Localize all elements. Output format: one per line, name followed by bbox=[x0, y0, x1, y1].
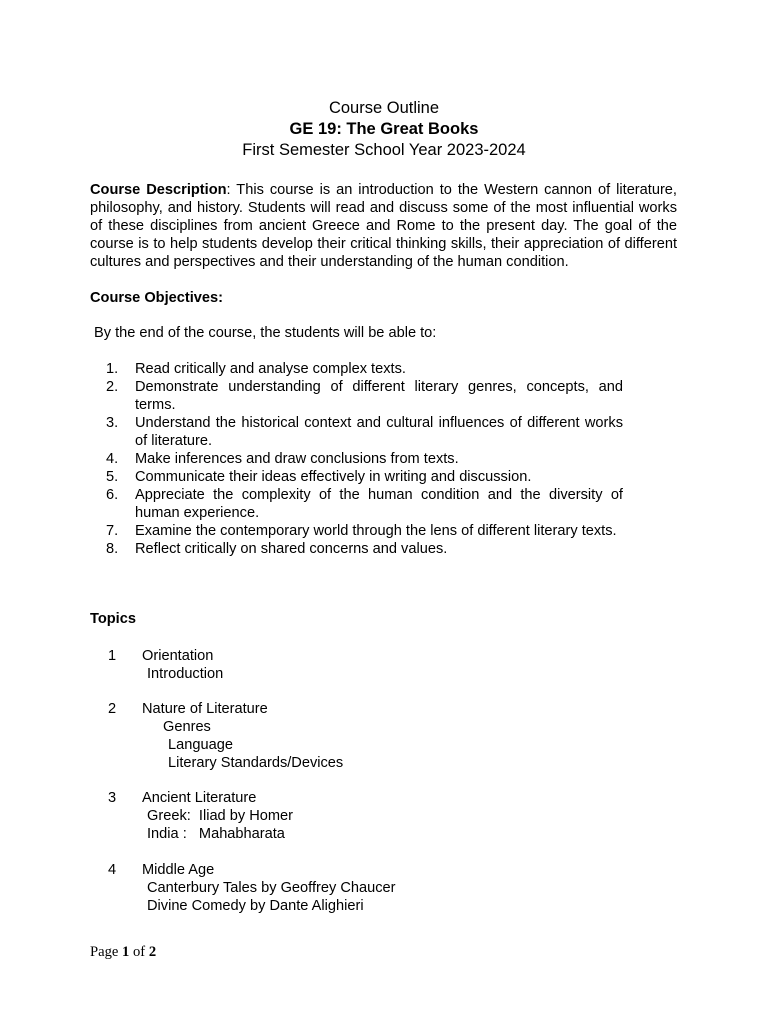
of-word: of bbox=[132, 944, 146, 960]
current-page-number: 1 bbox=[122, 944, 130, 960]
topic-subitem: Literary Standards/Devices bbox=[168, 755, 344, 771]
objectives-list bbox=[106, 360, 623, 558]
objective-item bbox=[106, 360, 623, 378]
objective-item bbox=[106, 450, 623, 468]
objective-number: 2. bbox=[106, 379, 119, 395]
objective-number: 8. bbox=[106, 541, 119, 557]
objective-item bbox=[106, 378, 623, 414]
topic-subitem: Divine Comedy by Dante Alighieri bbox=[147, 898, 364, 914]
topic-subitem: India : Mahabharata bbox=[147, 826, 285, 842]
doc-title: Course Outline bbox=[328, 99, 440, 117]
topic-number: 2 bbox=[108, 701, 117, 717]
topic-title: Orientation bbox=[142, 648, 214, 664]
objective-number: 4. bbox=[106, 451, 119, 467]
objective-item bbox=[106, 468, 623, 486]
topic-subitem: Language bbox=[168, 737, 233, 753]
objectives-heading: Course Objectives: bbox=[90, 290, 224, 306]
objective-text: Examine the contemporary world through the lens of different literary texts. bbox=[135, 523, 617, 539]
total-pages-number: 2 bbox=[148, 944, 157, 960]
objective-text: Reflect critically on shared concerns and values. bbox=[135, 541, 448, 557]
page-word: Page bbox=[90, 944, 119, 960]
objective-item bbox=[106, 540, 623, 558]
description-label: Course Description bbox=[90, 182, 227, 198]
objective-text: Communicate their ideas effectively in writing and discussion. bbox=[135, 469, 532, 485]
topics-heading: Topics bbox=[90, 611, 136, 627]
semester-line: First Semester School Year 2023-2024 bbox=[242, 141, 526, 159]
topic-number: 1 bbox=[108, 648, 117, 664]
page-footer bbox=[90, 943, 156, 961]
objective-text: Read critically and analyse complex texts. bbox=[135, 361, 406, 377]
topic-subitem: Genres bbox=[163, 719, 211, 735]
objective-item bbox=[106, 486, 623, 522]
objective-number: 6. bbox=[106, 487, 119, 503]
objective-item bbox=[106, 414, 623, 450]
objective-number: 1. bbox=[106, 361, 119, 377]
topic-subitem: Greek: Iliad by Homer bbox=[147, 808, 293, 824]
topic-number: 4 bbox=[108, 862, 117, 878]
topic-subitem: Canterbury Tales by Geoffrey Chaucer bbox=[147, 880, 396, 896]
objective-text: Understand the historical context and cultural influences of different works of literature. bbox=[135, 415, 623, 449]
objective-number: 5. bbox=[106, 469, 119, 485]
topic-title: Middle Age bbox=[142, 862, 215, 878]
topic-title: Nature of Literature bbox=[142, 701, 268, 717]
objective-text: Appreciate the complexity of the human condition and the diversity of human experience. bbox=[135, 487, 623, 521]
topic-number: 3 bbox=[108, 790, 117, 806]
objective-text: Make inferences and draw conclusions from texts. bbox=[135, 451, 459, 467]
topic-title: Ancient Literature bbox=[142, 790, 257, 806]
course-description bbox=[90, 181, 677, 271]
objectives-intro: By the end of the course, the students will be able to: bbox=[94, 325, 437, 341]
objective-number: 7. bbox=[106, 523, 119, 539]
objective-item bbox=[106, 522, 623, 540]
description-text: : This course is an introduction to the Western cannon of literature, philosophy, and history. Students will read and discuss some of the most influential works of these disciplines from ancient Greece and Rome to the present day. The goal of the course is to help students develop their critical thinking skills, their appreciation of different cultures and perspectives and their understanding of the human condition. bbox=[90, 182, 677, 270]
topic-subitem: Introduction bbox=[147, 666, 224, 682]
objective-number: 3. bbox=[106, 415, 119, 431]
objective-text: Demonstrate understanding of different literary genres, concepts, and terms. bbox=[135, 379, 623, 413]
course-code-title: GE 19: The Great Books bbox=[289, 120, 479, 138]
